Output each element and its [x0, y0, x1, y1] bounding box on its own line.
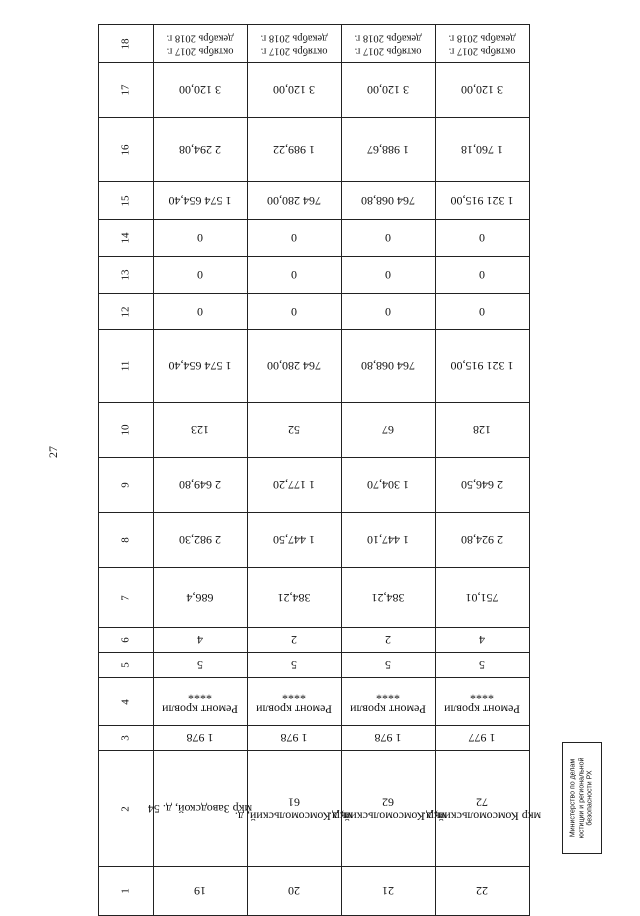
table-cell: 0 — [341, 257, 435, 294]
work-type-cell: Ремонт кровли **** — [153, 678, 247, 726]
column-number: 8 — [99, 513, 154, 568]
column-number: 12 — [99, 294, 154, 330]
table-cell: 1 447,50 — [247, 513, 341, 568]
address-cell: мкр Комсомольский, д. 62 — [341, 751, 435, 867]
column-number: 6 — [99, 628, 154, 653]
table-cell: 1 321 915,00 — [435, 182, 529, 220]
period-cell: октябрь 2017 г. декабрь 2018 г. — [153, 25, 247, 63]
table-cell: 2 — [341, 628, 435, 653]
table-line-col12 — [99, 294, 530, 330]
table-cell: 2 982,30 — [153, 513, 247, 568]
table-line-col2 — [99, 751, 530, 867]
table-line-col4 — [99, 678, 530, 726]
table-cell: 1 977 — [435, 726, 529, 751]
stamp-text: Министерство по делам юстиции и региональной безопасности РХ — [569, 757, 594, 839]
table-cell: 0 — [435, 257, 529, 294]
table-cell: 0 — [435, 220, 529, 257]
table-cell: 0 — [247, 294, 341, 330]
table-line-col5 — [99, 653, 530, 678]
column-number: 14 — [99, 220, 154, 257]
table-cell: 1 978 — [153, 726, 247, 751]
column-number: 2 — [99, 751, 154, 867]
table-cell: 1 321 915,00 — [435, 330, 529, 403]
work-type-cell: Ремонт кровли **** — [247, 678, 341, 726]
column-number: 13 — [99, 257, 154, 294]
table-cell: 5 — [435, 653, 529, 678]
table-cell: 384,21 — [247, 568, 341, 628]
row-number-cell: 22 — [435, 867, 529, 916]
table-line-col1 — [99, 867, 530, 916]
table-line-col9 — [99, 458, 530, 513]
table-cell: 764 280,00 — [247, 182, 341, 220]
table-cell: 2 294,08 — [153, 118, 247, 182]
page-number: 27 — [46, 446, 60, 458]
table-cell: 3 120,00 — [247, 63, 341, 118]
table-cell: 751,01 — [435, 568, 529, 628]
table-line-col8 — [99, 513, 530, 568]
table-cell: 128 — [435, 403, 529, 458]
table-cell: 764 280,00 — [247, 330, 341, 403]
row-number-cell: 19 — [153, 867, 247, 916]
table-line-col10 — [99, 403, 530, 458]
column-number: 3 — [99, 726, 154, 751]
table-cell: 0 — [341, 220, 435, 257]
column-number: 4 — [99, 678, 154, 726]
table-line-col18 — [99, 25, 530, 63]
table-cell: 1 574 654,40 — [153, 182, 247, 220]
table-cell: 2 646,50 — [435, 458, 529, 513]
column-number: 5 — [99, 653, 154, 678]
table-cell: 0 — [153, 257, 247, 294]
table-cell: 1 978 — [247, 726, 341, 751]
table-cell: 52 — [247, 403, 341, 458]
table-cell: 5 — [247, 653, 341, 678]
table-cell: 2 649,80 — [153, 458, 247, 513]
address-cell: мкр Комсомольский, д. 61 — [247, 751, 341, 867]
table-cell: 686,4 — [153, 568, 247, 628]
row-number-cell: 20 — [247, 867, 341, 916]
table-cell: 764 068,80 — [341, 182, 435, 220]
column-number: 17 — [99, 63, 154, 118]
table-line-col3 — [99, 726, 530, 751]
table-line-col14 — [99, 220, 530, 257]
column-number: 18 — [99, 25, 154, 63]
table-cell: 4 — [153, 628, 247, 653]
table-cell: 0 — [153, 294, 247, 330]
table-line-col16 — [99, 118, 530, 182]
table-cell: 1 989,22 — [247, 118, 341, 182]
table-cell: 1 447,10 — [341, 513, 435, 568]
period-cell: октябрь 2017 г. декабрь 2018 г. — [435, 25, 529, 63]
table-cell: 4 — [435, 628, 529, 653]
table-cell: 764 068,80 — [341, 330, 435, 403]
table-cell: 67 — [341, 403, 435, 458]
row-number-cell: 21 — [341, 867, 435, 916]
column-number: 9 — [99, 458, 154, 513]
column-number: 11 — [99, 330, 154, 403]
table-line-col6 — [99, 628, 530, 653]
table-cell: 0 — [247, 257, 341, 294]
table-cell: 123 — [153, 403, 247, 458]
ministry-stamp — [562, 742, 602, 854]
work-type-cell: Ремонт кровли **** — [435, 678, 529, 726]
table-cell: 3 120,00 — [435, 63, 529, 118]
column-number: 15 — [99, 182, 154, 220]
table-line-col11 — [99, 330, 530, 403]
table-cell: 3 120,00 — [153, 63, 247, 118]
table-line-col17 — [99, 63, 530, 118]
table-cell: 1 574 654,40 — [153, 330, 247, 403]
table-cell: 0 — [247, 220, 341, 257]
table-line-col15 — [99, 182, 530, 220]
table-cell: 0 — [341, 294, 435, 330]
table-cell: 1 978 — [341, 726, 435, 751]
period-cell: октябрь 2017 г. декабрь 2018 г. — [247, 25, 341, 63]
table-cell: 1 177,20 — [247, 458, 341, 513]
table-cell: 3 120,00 — [341, 63, 435, 118]
table-cell: 2 924,80 — [435, 513, 529, 568]
housing-repair-table — [98, 24, 542, 899]
address-cell: мкр Комсомольский, д. 72 — [435, 751, 529, 867]
column-number: 1 — [99, 867, 154, 916]
table-cell: 5 — [153, 653, 247, 678]
table-cell: 384,21 — [341, 568, 435, 628]
table-cell: 5 — [341, 653, 435, 678]
work-type-cell: Ремонт кровли **** — [341, 678, 435, 726]
table-cell: 0 — [153, 220, 247, 257]
table-cell: 1 988,67 — [341, 118, 435, 182]
table-cell: 2 — [247, 628, 341, 653]
table-cell: 0 — [435, 294, 529, 330]
column-number: 7 — [99, 568, 154, 628]
column-number: 10 — [99, 403, 154, 458]
table-cell: 1 760,18 — [435, 118, 529, 182]
table-cell: 1 304,70 — [341, 458, 435, 513]
table-line-col7 — [99, 568, 530, 628]
table-line-col13 — [99, 257, 530, 294]
address-cell: мкр Заводской, д. 54 — [153, 751, 247, 867]
column-number: 16 — [99, 118, 154, 182]
period-cell: октябрь 2017 г. декабрь 2018 г. — [341, 25, 435, 63]
